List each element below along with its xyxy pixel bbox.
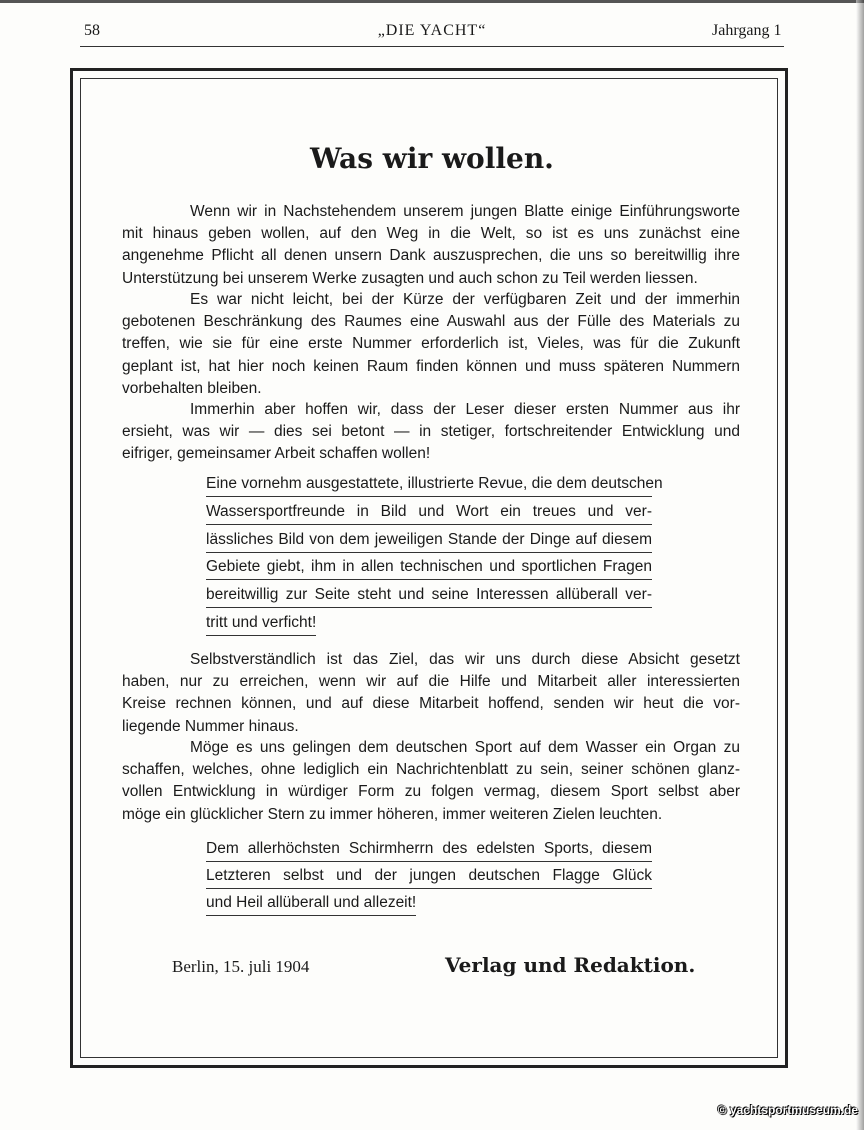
- text-line: schaffen, welches, ohne lediglich ein Nachrichtenblatt zu sein, seiner schönen glanz-: [122, 761, 740, 779]
- text-line: ersieht, was wir — dies sei betont — in stetiger, fortschreitender Entwicklung und: [122, 423, 740, 441]
- text-line: haben, nur zu erreichen, wenn wir auf die Hilfe und Mitarbeit aller interessierten: [122, 673, 740, 691]
- highlighted-line: Eine vornehm ausgestattete, illustrierte Revue, die dem deutschen: [206, 474, 652, 497]
- watermark: © yachtsportmuseum.de: [717, 1103, 858, 1117]
- signature: Verlag und Redaktion.: [445, 953, 696, 977]
- text-line: eifriger, gemeinsamer Arbeit schaffen wollen!: [122, 445, 431, 463]
- volume-label: Jahrgang 1: [712, 22, 782, 39]
- highlighted-line: Gebiete giebt, ihm in allen technischen und sportlichen Fragen: [206, 557, 652, 580]
- header-rule: [80, 46, 784, 47]
- highlighted-line: bereitwillig zur Seite steht und seine Interessen allüberall ver-: [206, 585, 652, 608]
- page-number: 58: [84, 22, 100, 39]
- text-line: Wenn wir in Nachstehendem unserem jungen Blatte einige Einführungsworte: [190, 203, 740, 220]
- text-line: vollen Entwicklung in würdiger Form zu folgen vermag, diesem Sport selbst aber: [122, 783, 740, 801]
- scan-edge: [0, 0, 864, 3]
- text-line: vorbehalten bleiben.: [122, 379, 262, 397]
- text-line: möge ein glücklicher Stern zu immer höheren, immer weiteren Zielen leuchten.: [122, 805, 663, 823]
- highlighted-line: Letzteren selbst und der jungen deutschen Flagge Glück: [206, 866, 652, 889]
- highlighted-line: tritt und verficht!: [206, 613, 316, 636]
- highlighted-line: Wassersportfreunde in Bild und Wort ein treues und ver-: [206, 502, 652, 525]
- text-line: Kreise rechnen können, und auf diese Mitarbeit hoffend, senden wir heut die vor-: [122, 695, 740, 713]
- article-title: Was wir wollen.: [310, 142, 554, 175]
- place-date: Berlin, 15. juli 1904: [172, 957, 310, 976]
- journal-title: „DIE YACHT“: [377, 22, 487, 39]
- text-line: geplant ist, hat hier noch keinen Raum finden können und muss späteren Nummern: [122, 357, 740, 375]
- highlighted-line: Dem allerhöchsten Schirmherrn des edelsten Sports, diesem: [206, 839, 652, 862]
- text-line: Selbstverständlich ist das Ziel, das wir uns durch diese Absicht gesetzt: [190, 651, 740, 668]
- text-line: Es war nicht leicht, bei der Kürze der verfügbaren Zeit und der immerhin: [190, 291, 740, 308]
- text-line: liegende Nummer hinaus.: [122, 717, 299, 735]
- text-line: treffen, wie sie für eine erste Nummer erforderlich ist, Vieles, was für die Zukunft: [122, 335, 740, 353]
- text-line: gebotenen Beschränkung des Raumes eine Auswahl aus der Fülle des Materials zu: [122, 313, 740, 331]
- highlighted-line: und Heil allüberall und allezeit!: [206, 893, 416, 916]
- text-line: angenehme Pflicht all denen unsern Dank auszusprechen, die uns so bereitwillig ihre: [122, 247, 740, 265]
- highlighted-line: lässliches Bild von dem jeweiligen Stande der Dinge auf diesem: [206, 530, 652, 553]
- text-line: Immerhin aber hoffen wir, dass der Leser dieser ersten Nummer aus ihr: [190, 401, 740, 418]
- text-line: mit hinaus geben wollen, auf den Weg in die Welt, so ist es uns zunächst eine: [122, 225, 740, 243]
- text-line: Möge es uns gelingen dem deutschen Sport auf dem Wasser ein Organ zu: [190, 739, 740, 756]
- text-line: Unterstützung bei unserem Werke zusagten und auch schon zu Teil werden liessen.: [122, 269, 698, 287]
